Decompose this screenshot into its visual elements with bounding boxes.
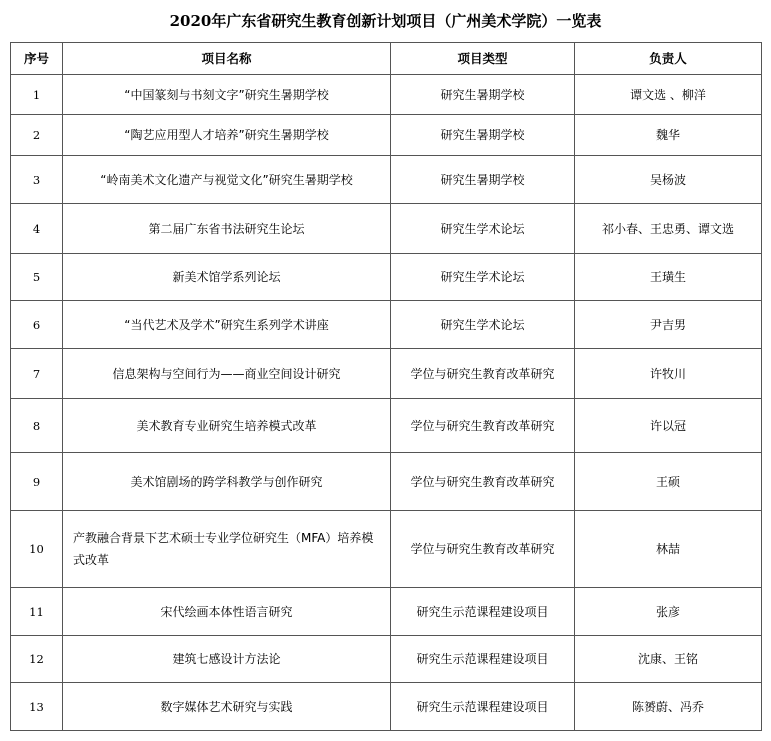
row-project-name: “岭南美术文化遗产与视觉文化”研究生暑期学校 <box>63 156 391 204</box>
header-project-type: 项目类型 <box>391 43 575 75</box>
table-row <box>11 75 762 115</box>
row-leader: 张彦 <box>575 588 762 636</box>
row-project-type: 学位与研究生教育改革研究 <box>391 453 575 511</box>
table-row <box>11 204 762 254</box>
row-project-type: 研究生暑期学校 <box>391 156 575 204</box>
row-leader: 王璜生 <box>575 254 762 301</box>
row-project-name: “陶艺应用型人才培养”研究生暑期学校 <box>63 115 391 156</box>
row-number: 13 <box>11 683 63 731</box>
table-row <box>11 254 762 301</box>
row-project-type: 学位与研究生教育改革研究 <box>391 511 575 588</box>
row-project-name: “中国篆刻与书刻文字”研究生暑期学校 <box>63 75 391 115</box>
row-number: 2 <box>11 115 63 156</box>
header-project-name: 项目名称 <box>63 43 391 75</box>
row-project-type: 学位与研究生教育改革研究 <box>391 399 575 453</box>
project-table <box>10 42 762 731</box>
document-title: 2020年广东省研究生教育创新计划项目（广州美术学院）一览表 <box>169 12 602 30</box>
row-number: 7 <box>11 349 63 399</box>
row-leader: 沈康、王铭 <box>575 636 762 683</box>
row-leader: 吴杨波 <box>575 156 762 204</box>
row-project-type: 研究生示范课程建设项目 <box>391 588 575 636</box>
row-leader: 魏华 <box>575 115 762 156</box>
row-project-type: 研究生学术论坛 <box>391 204 575 254</box>
row-project-name: 美术馆剧场的跨学科教学与创作研究 <box>63 453 391 511</box>
row-number: 12 <box>11 636 63 683</box>
row-leader: 祁小春、王忠勇、谭文选 <box>575 204 762 254</box>
row-number: 10 <box>11 511 63 588</box>
row-leader: 陈赟蔚、冯乔 <box>575 683 762 731</box>
row-number: 1 <box>11 75 63 115</box>
row-project-name: 建筑七感设计方法论 <box>63 636 391 683</box>
row-project-name: 数字媒体艺术研究与实践 <box>63 683 391 731</box>
row-project-name: “当代艺术及学术”研究生系列学术讲座 <box>63 301 391 349</box>
row-leader: 王硕 <box>575 453 762 511</box>
row-project-name: 美术教育专业研究生培养模式改革 <box>63 399 391 453</box>
table-row <box>11 156 762 204</box>
table-row <box>11 683 762 731</box>
header-leader: 负责人 <box>575 43 762 75</box>
row-leader: 谭文选 、柳洋 <box>575 75 762 115</box>
table-row <box>11 349 762 399</box>
row-leader: 许以冠 <box>575 399 762 453</box>
table-row <box>11 399 762 453</box>
row-number: 6 <box>11 301 63 349</box>
row-project-type: 研究生暑期学校 <box>391 75 575 115</box>
row-project-name: 宋代绘画本体性语言研究 <box>63 588 391 636</box>
row-project-type: 研究生学术论坛 <box>391 254 575 301</box>
row-project-type: 研究生示范课程建设项目 <box>391 683 575 731</box>
row-leader: 林喆 <box>575 511 762 588</box>
table-row <box>11 636 762 683</box>
row-project-type: 研究生示范课程建设项目 <box>391 636 575 683</box>
header-number: 序号 <box>11 43 63 75</box>
row-number: 4 <box>11 204 63 254</box>
row-project-name: 信息架构与空间行为——商业空间设计研究 <box>63 349 391 399</box>
row-number: 11 <box>11 588 63 636</box>
row-project-type: 研究生暑期学校 <box>391 115 575 156</box>
table-row <box>11 115 762 156</box>
table-row <box>11 453 762 511</box>
row-project-type: 学位与研究生教育改革研究 <box>391 349 575 399</box>
row-number: 3 <box>11 156 63 204</box>
row-leader: 尹吉男 <box>575 301 762 349</box>
row-number: 5 <box>11 254 63 301</box>
table-row <box>11 588 762 636</box>
row-project-name: 第二届广东省书法研究生论坛 <box>63 204 391 254</box>
row-project-name: 新美术馆学系列论坛 <box>63 254 391 301</box>
table-row <box>11 301 762 349</box>
table-row <box>11 511 762 588</box>
row-leader: 许牧川 <box>575 349 762 399</box>
row-number: 8 <box>11 399 63 453</box>
row-project-type: 研究生学术论坛 <box>391 301 575 349</box>
row-project-name: 产教融合背景下艺术硕士专业学位研究生（MFA）培养模式改革 <box>63 511 391 588</box>
row-number: 9 <box>11 453 63 511</box>
table-header-row <box>11 43 762 75</box>
